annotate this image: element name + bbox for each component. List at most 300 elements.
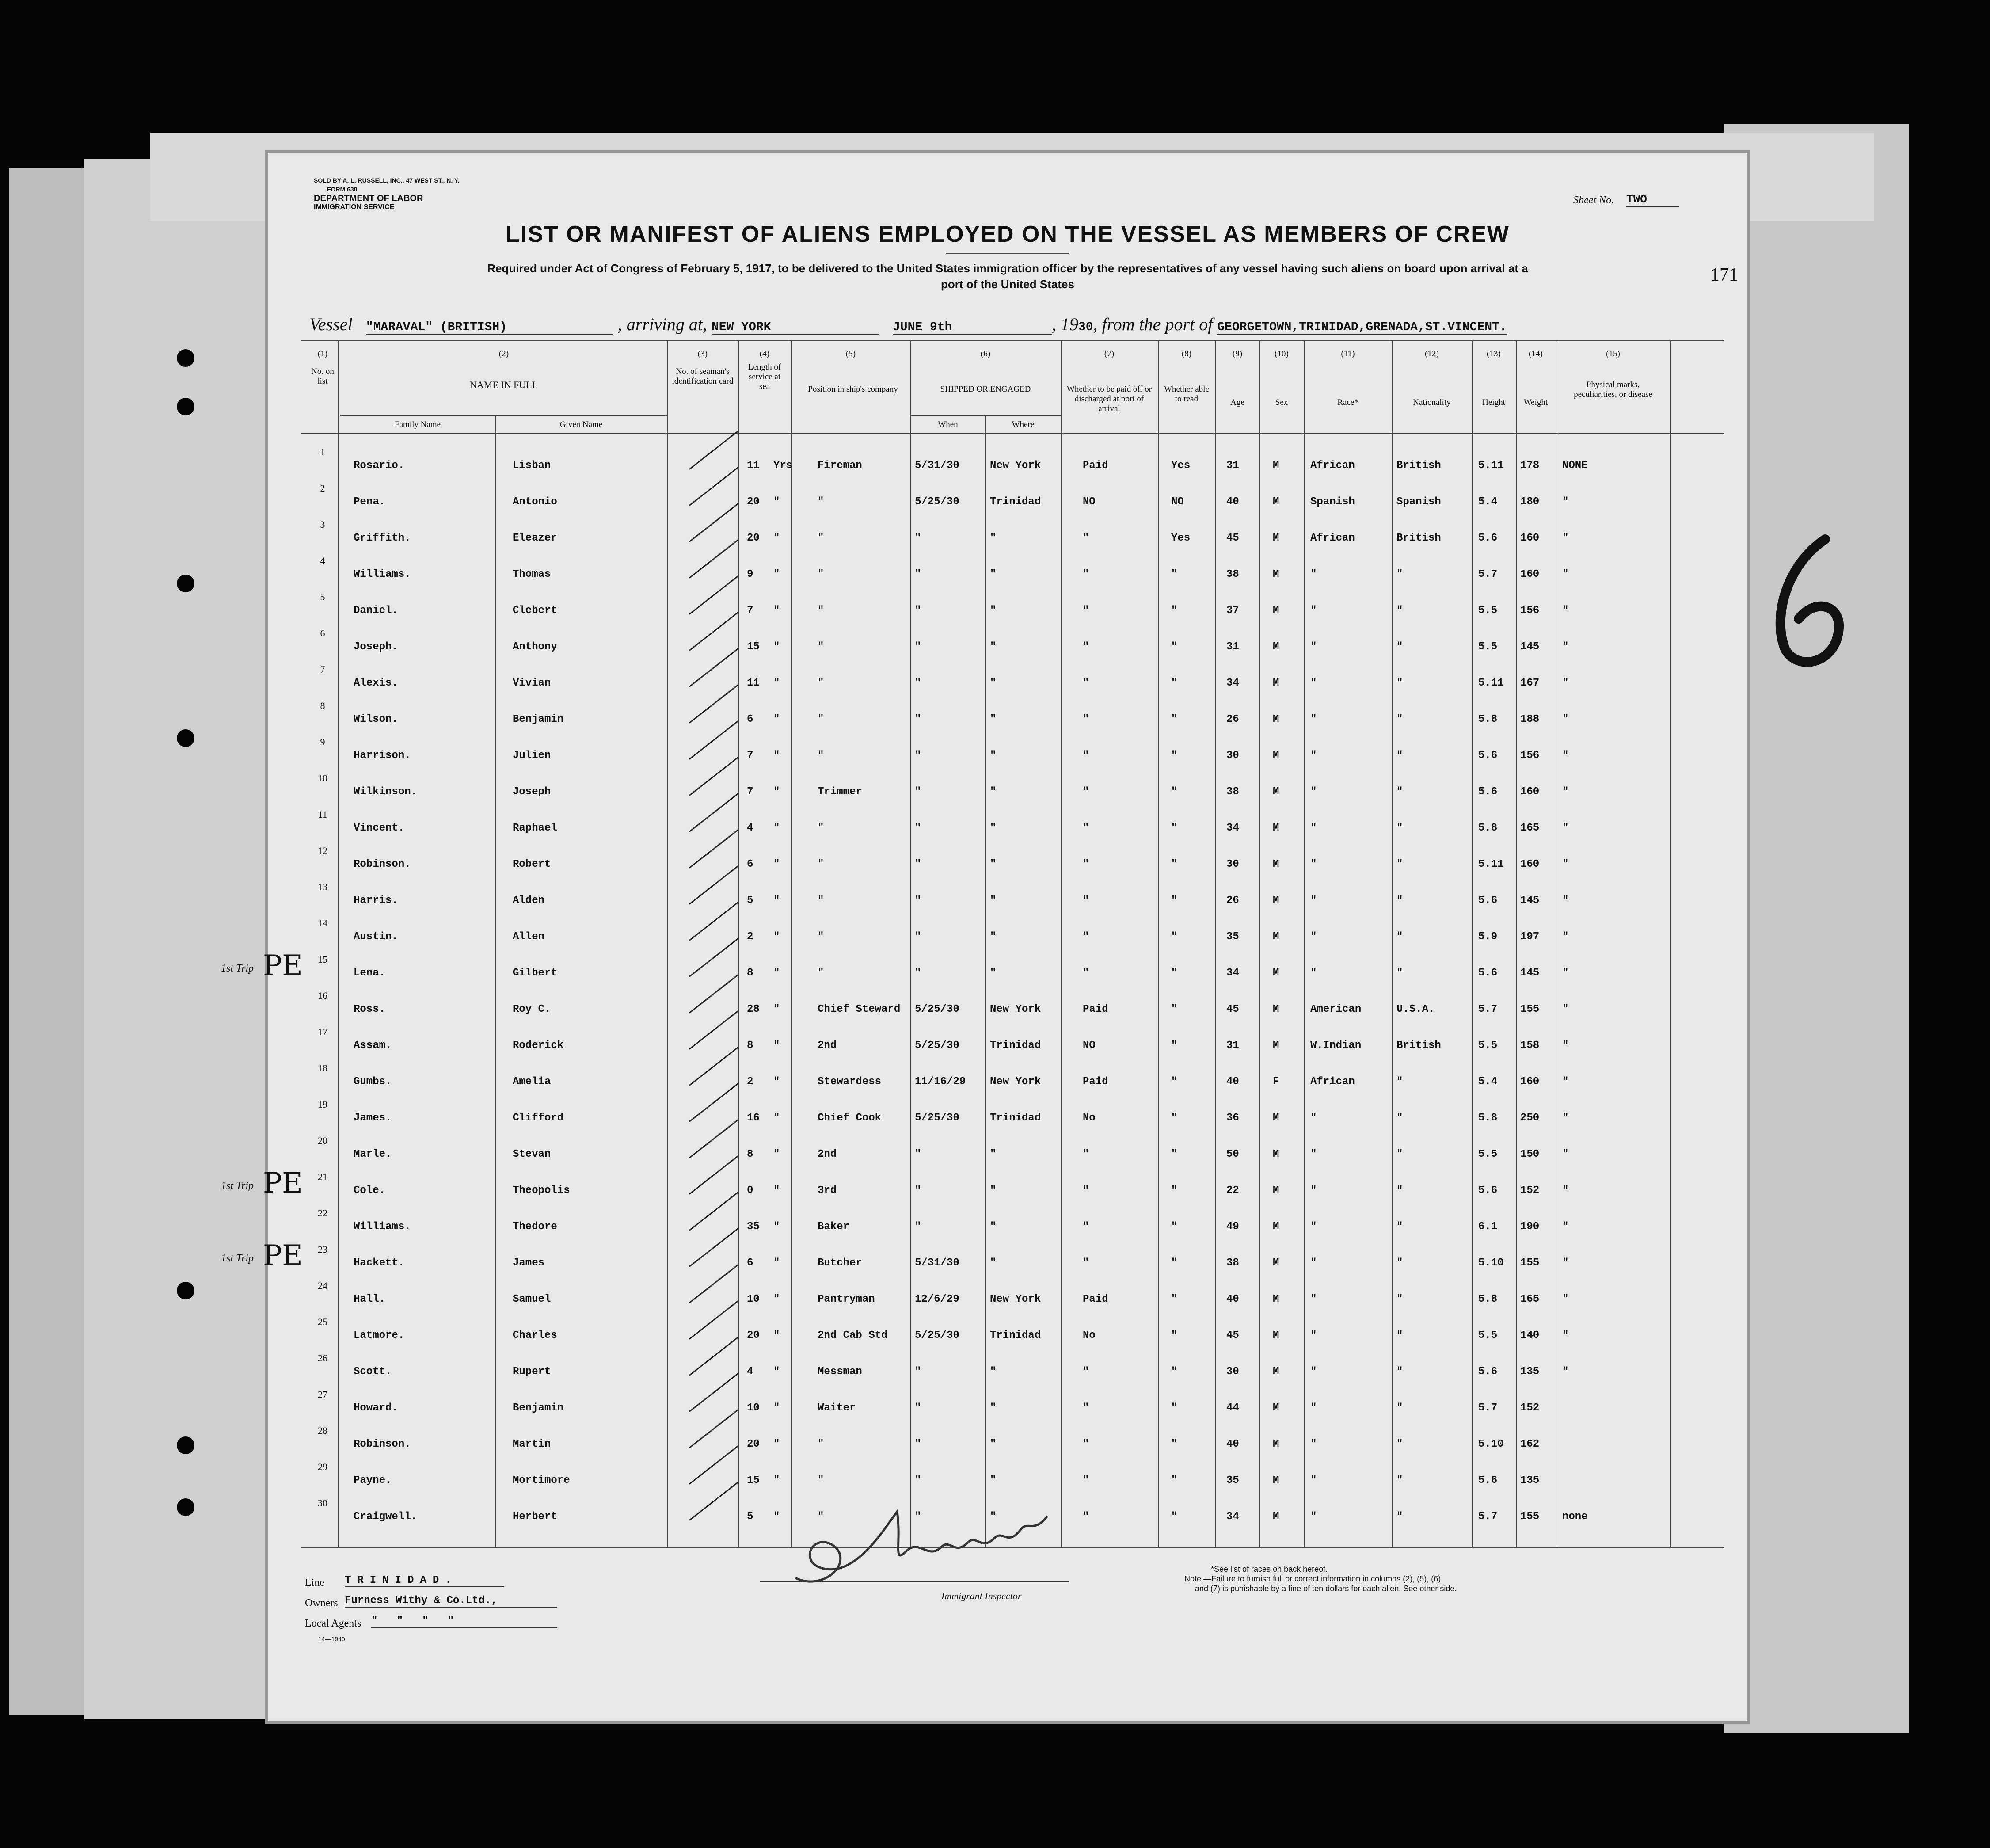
paid-off-cell: " (1083, 750, 1089, 762)
shipped-where-cell: " (990, 822, 997, 834)
physical-marks-cell: " (1562, 713, 1569, 725)
weight-cell: 197 (1520, 931, 1540, 943)
owners-value: Furness Withy & Co.Ltd., (345, 1595, 557, 1608)
service-unit-cell: " (773, 1366, 780, 1378)
age-cell: 34 (1226, 1511, 1239, 1523)
able-to-read-cell: " (1171, 1293, 1178, 1305)
height-cell: 5.9 (1478, 931, 1498, 943)
nationality-cell: " (1396, 1076, 1403, 1088)
race-cell: " (1310, 1112, 1317, 1124)
col-2-header: NAME IN FULL (470, 379, 538, 390)
given-name-cell: James (513, 1257, 545, 1269)
nationality-cell: " (1396, 1112, 1403, 1124)
nationality-cell: " (1396, 750, 1403, 762)
service-length-cell: 2 (747, 1076, 753, 1088)
shipped-when-cell: 5/31/30 (915, 1257, 959, 1269)
age-cell: 38 (1226, 568, 1239, 580)
sex-cell: M (1273, 967, 1279, 979)
height-cell: 5.8 (1478, 1112, 1498, 1124)
binder-hole (177, 729, 194, 747)
service-unit-cell: " (773, 605, 780, 617)
family-name-cell: Gumbs. (354, 1076, 392, 1088)
height-cell: 5.6 (1478, 1185, 1498, 1196)
first-trip-note: 1st Trip (221, 1180, 254, 1192)
vessel-name: "MARAVAL" (BRITISH) (366, 320, 613, 335)
col-13-header: Height (1482, 398, 1505, 407)
shipped-when-cell: 5/25/30 (915, 1330, 959, 1341)
shipped-where-cell: " (990, 1475, 997, 1486)
shipped-where-cell: " (990, 1221, 997, 1233)
check-mark (689, 829, 738, 869)
service-length-cell: 8 (747, 1148, 753, 1160)
check-mark (689, 1482, 738, 1521)
age-cell: 40 (1226, 1293, 1239, 1305)
shipped-when-cell: 5/25/30 (915, 1040, 959, 1052)
physical-marks-cell: " (1562, 1148, 1569, 1160)
height-cell: 5.7 (1478, 568, 1498, 580)
check-mark (689, 648, 738, 687)
paid-off-cell: " (1083, 967, 1089, 979)
race-cell: " (1310, 641, 1317, 653)
given-name-cell: Mortimore (513, 1475, 570, 1486)
row-number-cell: 10 (318, 773, 327, 784)
sex-cell: M (1273, 750, 1279, 762)
weight-cell: 178 (1520, 460, 1540, 472)
height-cell: 5.6 (1478, 750, 1498, 762)
paid-off-cell: " (1083, 1185, 1089, 1196)
sex-cell: F (1273, 1076, 1279, 1088)
check-mark (689, 612, 738, 651)
row-number-cell: 1 (320, 446, 325, 457)
physical-marks-cell: " (1562, 605, 1569, 617)
age-cell: 38 (1226, 786, 1239, 798)
able-to-read-cell: " (1171, 750, 1178, 762)
paid-off-cell: " (1083, 1366, 1089, 1378)
year-suffix: 30 (1078, 320, 1093, 334)
family-name-cell: Harris. (354, 895, 398, 907)
shipped-where-cell: " (990, 713, 997, 725)
shipped-where-cell: " (990, 786, 997, 798)
shipped-when-cell: " (915, 641, 921, 653)
service-unit-cell: " (773, 1293, 780, 1305)
race-cell: " (1310, 822, 1317, 834)
service-length-cell: 9 (747, 568, 753, 580)
col-6-number: (6) (980, 349, 991, 358)
weight-cell: 188 (1520, 713, 1540, 725)
arrival-date-value: JUNE 9th (893, 320, 1052, 335)
nationality-cell: " (1396, 967, 1403, 979)
position-cell: " (818, 858, 824, 870)
service-unit-cell: " (773, 568, 780, 580)
physical-marks-cell: " (1562, 895, 1569, 907)
col-5-number: (5) (845, 349, 856, 358)
weight-cell: 152 (1520, 1402, 1540, 1414)
service-unit-cell: " (773, 1330, 780, 1341)
race-cell: W.Indian (1310, 1040, 1362, 1052)
col-9-number: (9) (1232, 349, 1243, 358)
shipped-when-cell: 5/31/30 (915, 460, 959, 472)
able-to-read-cell: " (1171, 931, 1178, 943)
age-cell: 40 (1226, 1076, 1239, 1088)
family-name-cell: Payne. (354, 1475, 392, 1486)
column-rule (1061, 340, 1062, 1547)
row-number-cell: 17 (318, 1026, 327, 1037)
check-mark (689, 1445, 738, 1485)
row-number-cell: 13 (318, 881, 327, 892)
race-cell: " (1310, 750, 1317, 762)
column-rule (1158, 340, 1159, 1547)
arriving-label: , arriving at, (617, 314, 707, 334)
family-name-cell: Robinson. (354, 1438, 411, 1450)
col-1-header: No. on list (311, 367, 334, 386)
col-7-number: (7) (1104, 349, 1115, 358)
given-name-cell: Roderick (513, 1040, 564, 1052)
row-number-cell: 27 (318, 1389, 327, 1400)
shipped-subheader-rule (910, 415, 1061, 416)
sex-cell: M (1273, 1330, 1279, 1341)
service-length-cell: 6 (747, 713, 753, 725)
col-12-number: (12) (1425, 349, 1439, 358)
race-cell: " (1310, 677, 1317, 689)
able-to-read-cell: " (1171, 677, 1178, 689)
check-mark (689, 431, 738, 470)
shipped-when-cell: " (915, 1511, 921, 1523)
page-number: 171 (1710, 265, 1738, 285)
check-mark (689, 1083, 738, 1122)
height-cell: 5.8 (1478, 1293, 1498, 1305)
col-9-header: Age (1230, 398, 1244, 407)
shipped-where-cell: Trinidad (990, 496, 1041, 508)
weight-cell: 152 (1520, 1185, 1540, 1196)
position-cell: " (818, 568, 824, 580)
ink-digit-zero (1759, 530, 1856, 672)
paid-off-cell: " (1083, 1511, 1089, 1523)
binder-hole (177, 349, 194, 367)
age-cell: 35 (1226, 1475, 1239, 1486)
shipped-when-cell: " (915, 532, 921, 544)
nationality-cell: British (1396, 532, 1441, 544)
service-unit-cell: " (773, 532, 780, 544)
shipped-when-cell: " (915, 931, 921, 943)
shipped-where-cell: Trinidad (990, 1112, 1041, 1124)
row-number-cell: 6 (320, 628, 325, 639)
family-name-cell: Daniel. (354, 605, 398, 617)
given-name-cell: Raphael (513, 822, 557, 834)
height-cell: 5.5 (1478, 605, 1498, 617)
col-8-header: Whether able to read (1164, 385, 1209, 404)
service-unit-cell: " (773, 1221, 780, 1233)
sex-cell: M (1273, 1475, 1279, 1486)
race-cell: " (1310, 568, 1317, 580)
row-number-cell: 11 (318, 809, 327, 820)
service-length-cell: 6 (747, 1257, 753, 1269)
col-4-header: Length of service at sea (748, 362, 781, 391)
check-mark (689, 1409, 738, 1448)
sex-cell: M (1273, 1293, 1279, 1305)
race-cell: " (1310, 1438, 1317, 1450)
sex-cell: M (1273, 1148, 1279, 1160)
physical-marks-cell: " (1562, 858, 1569, 870)
nationality-cell: " (1396, 605, 1403, 617)
given-name-cell: Gilbert (513, 967, 557, 979)
position-cell: Waiter (818, 1402, 856, 1414)
nationality-cell: Spanish (1396, 496, 1441, 508)
col-2a-header: Family Name (395, 420, 441, 429)
paid-off-cell: Paid (1083, 1293, 1108, 1305)
service-label: IMMIGRATION SERVICE (314, 203, 395, 211)
shipped-when-cell: " (915, 605, 921, 617)
physical-marks-cell: " (1562, 1221, 1569, 1233)
nationality-cell: " (1396, 1148, 1403, 1160)
weight-cell: 156 (1520, 750, 1540, 762)
age-cell: 22 (1226, 1185, 1239, 1196)
given-name-cell: Stevan (513, 1148, 551, 1160)
given-name-cell: Julien (513, 750, 551, 762)
able-to-read-cell: " (1171, 1402, 1178, 1414)
sex-cell: M (1273, 605, 1279, 617)
sex-cell: M (1273, 713, 1279, 725)
sheet-number: TWO (1626, 193, 1679, 207)
able-to-read-cell: " (1171, 1185, 1178, 1196)
sex-cell: M (1273, 677, 1279, 689)
family-name-cell: Griffith. (354, 532, 411, 544)
shipped-when-cell: " (915, 822, 921, 834)
weight-cell: 150 (1520, 1148, 1540, 1160)
sex-cell: M (1273, 1003, 1279, 1015)
race-cell: African (1310, 1076, 1355, 1088)
family-name-cell: Rosario. (354, 460, 405, 472)
given-name-cell: Antonio (513, 496, 557, 508)
given-name-cell: Benjamin (513, 713, 564, 725)
able-to-read-cell: " (1171, 1330, 1178, 1341)
weight-cell: 145 (1520, 641, 1540, 653)
row-number-cell: 16 (318, 990, 327, 1001)
given-name-cell: Theopolis (513, 1185, 570, 1196)
height-cell: 5.6 (1478, 1475, 1498, 1486)
service-unit-cell: " (773, 967, 780, 979)
service-length-cell: 16 (747, 1112, 760, 1124)
shipped-where-cell: " (990, 1402, 997, 1414)
shipped-where-cell: " (990, 750, 997, 762)
check-mark (689, 938, 738, 977)
service-length-cell: 20 (747, 496, 760, 508)
position-cell: " (818, 967, 824, 979)
sex-cell: M (1273, 822, 1279, 834)
column-rule (791, 340, 792, 1547)
height-cell: 5.4 (1478, 496, 1498, 508)
column-rule (910, 340, 911, 1547)
family-name-cell: Robinson. (354, 858, 411, 870)
family-name-cell: Scott. (354, 1366, 392, 1378)
given-name-cell: Charles (513, 1330, 557, 1341)
nationality-cell: U.S.A. (1396, 1003, 1435, 1015)
race-cell: " (1310, 1221, 1317, 1233)
paid-off-cell: " (1083, 895, 1089, 907)
family-name-cell: Austin. (354, 931, 398, 943)
col-13-number: (13) (1487, 349, 1501, 358)
age-cell: 49 (1226, 1221, 1239, 1233)
physical-marks-cell: " (1562, 786, 1569, 798)
col-11-header: Race* (1337, 398, 1358, 407)
position-cell: " (818, 895, 824, 907)
height-cell: 5.6 (1478, 1366, 1498, 1378)
nationality-cell: " (1396, 1293, 1403, 1305)
weight-cell: 145 (1520, 895, 1540, 907)
position-cell: Stewardess (818, 1076, 882, 1088)
check-mark (689, 684, 738, 724)
shipped-where-cell: " (990, 1257, 997, 1269)
physical-marks-cell: " (1562, 931, 1569, 943)
check-mark (689, 1010, 738, 1050)
family-name-cell: Williams. (354, 568, 411, 580)
shipped-when-cell: 5/25/30 (915, 1112, 959, 1124)
height-cell: 5.5 (1478, 641, 1498, 653)
row-number-cell: 3 (320, 519, 325, 530)
height-cell: 5.8 (1478, 822, 1498, 834)
binder-hole (177, 1436, 194, 1454)
height-cell: 5.7 (1478, 1511, 1498, 1523)
arrival-date (893, 314, 1052, 334)
shipped-when-cell: " (915, 1148, 921, 1160)
col-2-number: (2) (498, 349, 509, 358)
row-number-cell: 9 (320, 736, 325, 747)
sex-cell: M (1273, 532, 1279, 544)
shipped-where-cell: " (990, 931, 997, 943)
position-cell: Butcher (818, 1257, 862, 1269)
row-number-cell: 23 (318, 1244, 327, 1255)
weight-cell: 160 (1520, 568, 1540, 580)
shipped-where-cell: " (990, 532, 997, 544)
age-cell: 45 (1226, 532, 1239, 544)
physical-marks-cell: " (1562, 1112, 1569, 1124)
nationality-cell: British (1396, 1040, 1441, 1052)
family-name-cell: Wilkinson. (354, 786, 418, 798)
height-cell: 5.4 (1478, 1076, 1498, 1088)
race-cell: " (1310, 1330, 1317, 1341)
col-4-number: (4) (759, 349, 770, 358)
service-unit-cell: Yrs (773, 460, 793, 472)
physical-marks-cell: " (1562, 568, 1569, 580)
position-cell: 2nd (818, 1148, 837, 1160)
nationality-cell: " (1396, 1475, 1403, 1486)
family-name-cell: Pena. (354, 496, 386, 508)
position-cell: Baker (818, 1221, 850, 1233)
service-length-cell: 5 (747, 1511, 753, 1523)
shipped-when-cell: " (915, 568, 921, 580)
shipped-where-cell: New York (990, 1003, 1041, 1015)
check-mark (689, 720, 738, 760)
nationality-cell: British (1396, 460, 1441, 472)
sex-cell: M (1273, 1257, 1279, 1269)
col-15-header: Physical marks, peculiarities, or disease (1574, 380, 1652, 399)
race-cell: African (1310, 460, 1355, 472)
race-cell: " (1310, 713, 1317, 725)
shipped-when-cell: " (915, 1402, 921, 1414)
col-10-number: (10) (1275, 349, 1289, 358)
service-unit-cell: " (773, 750, 780, 762)
age-cell: 34 (1226, 822, 1239, 834)
weight-cell: 190 (1520, 1221, 1540, 1233)
column-rule (1472, 340, 1473, 1547)
shipped-when-cell: " (915, 1185, 921, 1196)
family-name-cell: Wilson. (354, 713, 398, 725)
able-to-read-cell: " (1171, 1003, 1178, 1015)
service-unit-cell: " (773, 895, 780, 907)
physical-marks-cell: " (1562, 750, 1569, 762)
able-to-read-cell: " (1171, 1438, 1178, 1450)
able-to-read-cell: " (1171, 1076, 1178, 1088)
physical-marks-cell: " (1562, 1293, 1569, 1305)
given-name-cell: Alden (513, 895, 545, 907)
paid-off-cell: " (1083, 1257, 1089, 1269)
age-cell: 50 (1226, 1148, 1239, 1160)
shipped-when-cell: " (915, 1438, 921, 1450)
line-value: TRINIDAD. (345, 1574, 504, 1587)
family-name-cell: Cole. (354, 1185, 386, 1196)
family-name-cell: Marle. (354, 1148, 392, 1160)
check-mark (689, 467, 738, 506)
shipped-where-cell: " (990, 967, 997, 979)
sex-cell: M (1273, 786, 1279, 798)
shipped-where-cell: " (990, 1438, 997, 1450)
family-name-cell: James. (354, 1112, 392, 1124)
service-unit-cell: " (773, 496, 780, 508)
height-cell: 5.5 (1478, 1148, 1498, 1160)
paid-off-cell: " (1083, 858, 1089, 870)
page-title: LIST OR MANIFEST OF ALIENS EMPLOYED ON THE VESSEL AS MEMBERS OF CREW (506, 221, 1510, 247)
service-unit-cell: " (773, 1438, 780, 1450)
paid-off-cell: " (1083, 822, 1089, 834)
race-cell: " (1310, 786, 1317, 798)
check-mark (689, 1337, 738, 1376)
col-6a-header: When (938, 420, 958, 429)
service-length-cell: 8 (747, 1040, 753, 1052)
given-name-cell: Amelia (513, 1076, 551, 1088)
sex-cell: M (1273, 1185, 1279, 1196)
race-cell: " (1310, 1257, 1317, 1269)
height-cell: 5.5 (1478, 1330, 1498, 1341)
service-unit-cell: " (773, 641, 780, 653)
position-cell: " (818, 1438, 824, 1450)
shipped-where-cell: New York (990, 1076, 1041, 1088)
check-mark (689, 575, 738, 615)
sex-cell: M (1273, 1438, 1279, 1450)
position-cell: " (818, 1475, 824, 1486)
given-name-cell: Lisban (513, 460, 551, 472)
row-number-cell: 4 (320, 555, 325, 566)
age-cell: 35 (1226, 931, 1239, 943)
nationality-cell: " (1396, 713, 1403, 725)
service-length-cell: 2 (747, 931, 753, 943)
sex-cell: M (1273, 895, 1279, 907)
row-number-cell: 24 (318, 1280, 327, 1291)
position-cell: " (818, 496, 824, 508)
paid-off-cell: NO (1083, 496, 1096, 508)
row-number-cell: 20 (318, 1135, 327, 1146)
year-prefix: , 19 (1052, 314, 1078, 334)
able-to-read-cell: " (1171, 1112, 1178, 1124)
age-cell: 40 (1226, 1438, 1239, 1450)
height-cell: 6.1 (1478, 1221, 1498, 1233)
service-unit-cell: " (773, 1148, 780, 1160)
sex-cell: M (1273, 931, 1279, 943)
paid-off-cell: Paid (1083, 1003, 1108, 1015)
physical-marks-cell: NONE (1562, 460, 1588, 472)
paid-off-cell: No (1083, 1112, 1096, 1124)
owners-label: Owners (305, 1597, 338, 1609)
service-length-cell: 7 (747, 786, 753, 798)
family-name-cell: Howard. (354, 1402, 398, 1414)
